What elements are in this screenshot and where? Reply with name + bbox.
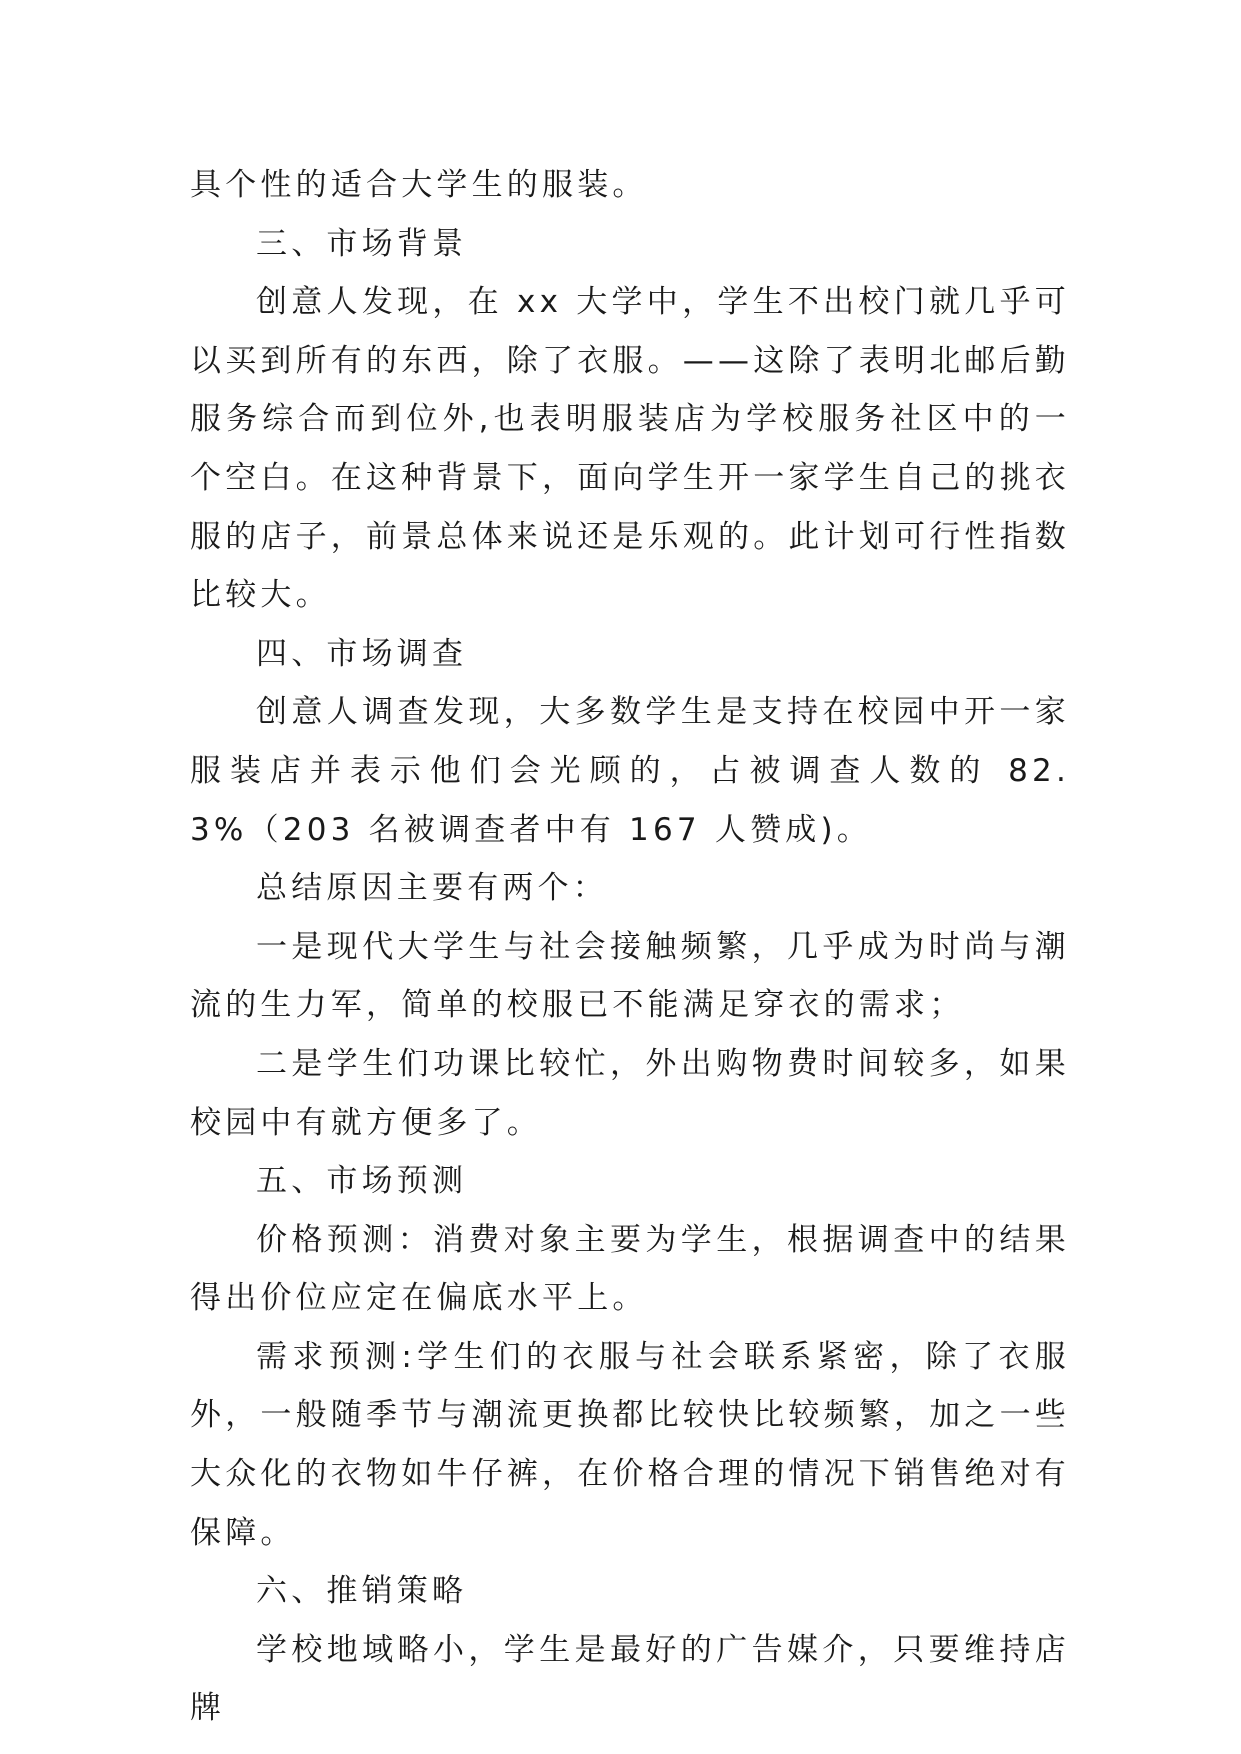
section-heading-market-survey: 四、市场调查 bbox=[256, 635, 468, 672]
paragraph-reason-one: 一是现代大学生与社会接触频繁，几乎成为时尚与潮流的生力军，简单的校服已不能满足穿衣的需求； bbox=[190, 928, 1070, 1024]
paragraph-continuation: 具个性的适合大学生的服装。 bbox=[190, 167, 648, 203]
paragraph-reasons-intro: 总结原因主要有两个： bbox=[256, 870, 608, 907]
paragraph-market-background: 创意人发现，在 xx 大学中，学生不出校门就几乎可以买到所有的东西，除了衣服。——这除了表明北邮后勤服务综合而到位外,也表明服装店为学校服务社区中的一个空白。在这种背景下，面向学生开一家学生自己的挑衣服的店子，前景总体来说还是乐观的。此计划可行性指数比较大。 bbox=[190, 284, 1070, 614]
document-body bbox=[190, 156, 1070, 1738]
section-heading-market-background: 三、市场背景 bbox=[256, 225, 468, 262]
paragraph-market-survey: 创意人调查发现，大多数学生是支持在校园中开一家服装店并表示他们会光顾的，占被调查人数的 82.3%（203 名被调查者中有 167 人赞成)。 bbox=[190, 694, 1070, 848]
section-heading-promotion-strategy: 六、推销策略 bbox=[256, 1573, 468, 1610]
paragraph-price-forecast: 价格预测：消费对象主要为学生，根据调查中的结果得出价位应定在偏底水平上。 bbox=[190, 1221, 1070, 1317]
section-heading-market-forecast: 五、市场预测 bbox=[256, 1163, 468, 1200]
paragraph-promotion-strategy: 学校地域略小，学生是最好的广告媒介，只要维持店牌 bbox=[190, 1631, 1070, 1727]
paragraph-demand-forecast: 需求预测:学生们的衣服与社会联系紧密，除了衣服外，一般随季节与潮流更换都比较快比较频繁，加之一些大众化的衣物如牛仔裤，在价格合理的情况下销售绝对有保障。 bbox=[190, 1338, 1070, 1551]
paragraph-reason-two: 二是学生们功课比较忙，外出购物费时间较多，如果校园中有就方便多了。 bbox=[190, 1045, 1070, 1141]
